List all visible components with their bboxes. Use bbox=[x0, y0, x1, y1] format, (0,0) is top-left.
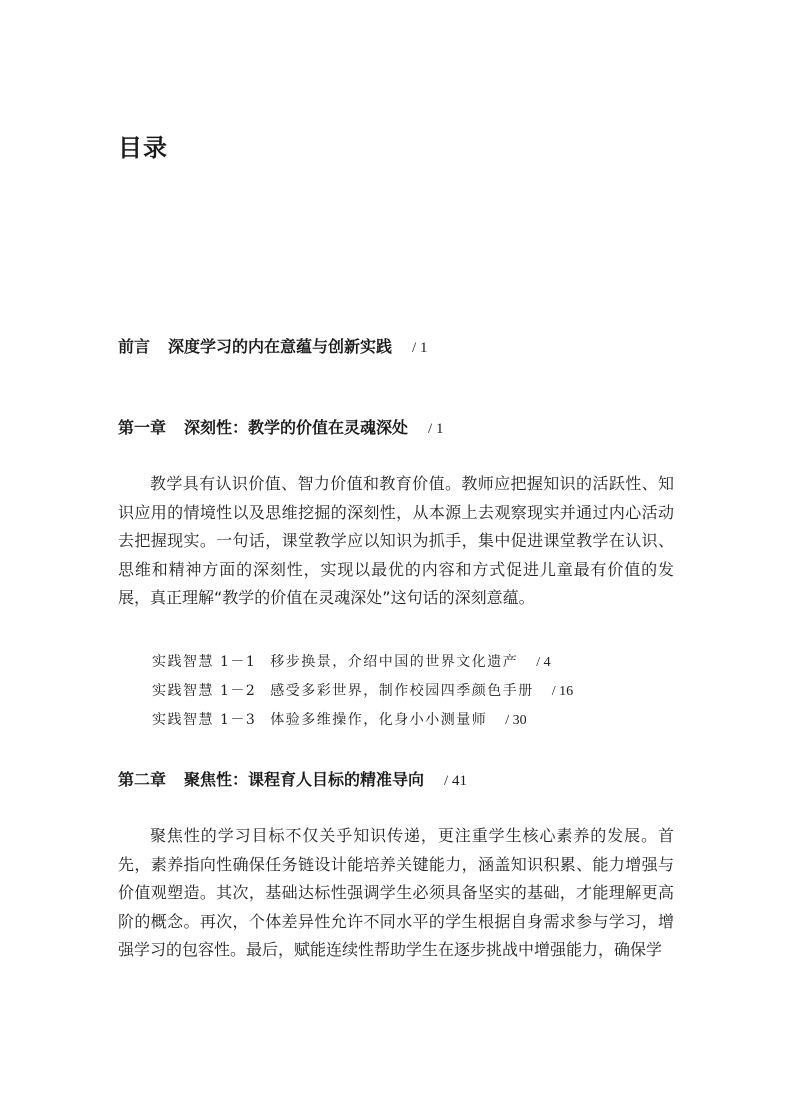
chapter1-label: 第一章 bbox=[118, 418, 167, 437]
practice-title: 体验多维操作，化身小小测量师 bbox=[270, 712, 488, 728]
practice-page-number: / 16 bbox=[551, 684, 574, 699]
practice-label: 实践智慧 1－2 bbox=[152, 683, 257, 699]
practice-title: 移步换景，介绍中国的世界文化遗产 bbox=[270, 654, 519, 670]
chapter2-entry[interactable] bbox=[118, 767, 467, 790]
preface-entry[interactable] bbox=[118, 334, 427, 357]
chapter1-page-number: / 1 bbox=[428, 421, 444, 437]
chapter2-title: 聚焦性：课程育人目标的精准导向 bbox=[184, 770, 425, 789]
practice-page-number: / 30 bbox=[505, 713, 527, 728]
practice-page-number: / 4 bbox=[536, 655, 551, 670]
practice-entry[interactable] bbox=[152, 651, 551, 671]
practice-entry[interactable] bbox=[152, 709, 527, 729]
practice-label: 实践智慧 1－3 bbox=[152, 712, 257, 728]
chapter1-title: 深刻性：教学的价值在灵魂深处 bbox=[184, 418, 409, 437]
practice-entry[interactable] bbox=[152, 680, 573, 700]
chapter2-label: 第二章 bbox=[118, 770, 167, 789]
page-title: 目录 bbox=[118, 134, 168, 162]
chapter1-entry[interactable] bbox=[118, 415, 443, 438]
chapter1-summary: 教学具有认识价值、智力价值和教育价值。教师应把握知识的活跃性、知识应用的情境性以及思维挖掘的深刻性，从本源上去观察现实并通过内心活动去把握现实。一句话，课堂教学应以知识为抓手，集中促进课堂教学在认识、思维和精神方面的深刻性，实现以最优的内容和方式促进儿童最有价值的发展，真正理解“教学的价值在灵魂深处”这句话的深刻意蕴。 bbox=[118, 474, 674, 607]
preface-title: 深度学习的内在意蕴与创新实践 bbox=[168, 337, 393, 356]
practice-label: 实践智慧 1－1 bbox=[152, 654, 257, 670]
preface-page-number: / 1 bbox=[412, 340, 428, 356]
preface-label: 前言 bbox=[118, 337, 151, 356]
chapter2-page-number: / 41 bbox=[444, 773, 467, 789]
chapter2-summary: 聚焦性的学习目标不仅关乎知识传递，更注重学生核心素养的发展。首先，素养指向性确保任务链设计能培养关键能力，涵盖知识积累、能力增强与价值观塑造。其次，基础达标性强调学生必须具备坚实的基础，才能理解更高阶的概念。再次，个体差异性允许不同水平的学生根据自身需求参与学习，增强学习的包容性。最后，赋能连续性帮助学生在逐步挑战中增强能力，确保学 bbox=[118, 826, 674, 959]
practice-title: 感受多彩世界，制作校园四季颜色手册 bbox=[270, 683, 534, 699]
